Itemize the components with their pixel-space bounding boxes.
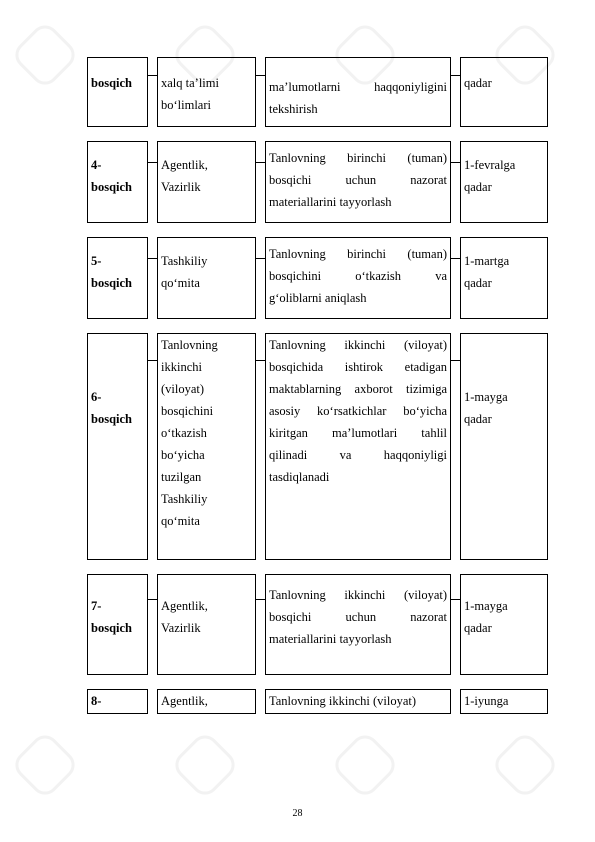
deadline-line: qadar: [464, 621, 492, 635]
cell-action: [265, 574, 451, 675]
executor-line: qo‘mita: [161, 514, 200, 528]
cell-deadline: [460, 237, 548, 319]
executor-line: Agentlik,: [161, 158, 208, 172]
action-line: Tanlovning birinchi (tuman): [269, 247, 447, 261]
cell-executor: [157, 333, 256, 560]
page-number: 28: [292, 808, 303, 819]
watermark-shape: [10, 20, 81, 91]
cell-deadline: [460, 689, 548, 714]
step-line: bosqich: [91, 180, 132, 194]
watermark-shape: [170, 730, 241, 801]
action-line: bosqichi uchun nazorat: [269, 610, 447, 624]
executor-line: Vazirlik: [161, 180, 201, 194]
watermark-shape: [330, 730, 401, 801]
executor-line: bosqichini: [161, 404, 214, 418]
cell-deadline: [460, 57, 548, 127]
cell-executor: [157, 689, 256, 714]
action-line: materiallarini tayyorlash: [269, 632, 392, 646]
executor-line: o‘tkazish: [161, 426, 207, 440]
action-line: tasdiqlanadi: [269, 470, 330, 484]
action-line: Tanlovning ikkinchi (viloyat): [269, 338, 447, 352]
connector-line: [148, 599, 157, 600]
cell-action: [265, 57, 451, 127]
deadline-line: qadar: [464, 276, 492, 290]
deadline-line: 1-fevralga: [464, 158, 516, 172]
action-line: ma’lumotlarni haqqoniyligini: [269, 80, 447, 94]
action-line: maktablarning axborot tizimiga: [269, 382, 447, 396]
cell-deadline: [460, 333, 548, 560]
cell-step: [87, 141, 148, 223]
cell-step: [87, 57, 148, 127]
executor-line: Tashkiliy: [161, 492, 208, 506]
step-line: 7-: [91, 599, 102, 613]
executor-line: bo‘yicha: [161, 448, 205, 462]
connector-line: [256, 258, 265, 259]
executor-line: Tashkiliy: [161, 254, 208, 268]
action-line: bosqichini o‘tkazish va: [269, 269, 447, 283]
deadline-line: 1-martga: [464, 254, 510, 268]
executor-line: Agentlik,: [161, 599, 208, 613]
connector-line: [148, 360, 157, 361]
cell-step: [87, 237, 148, 319]
cell-step: [87, 689, 148, 714]
cell-action: [265, 333, 451, 560]
action-line: Tanlovning ikkinchi (viloyat): [269, 588, 447, 602]
connector-line: [148, 75, 157, 76]
connector-line: [451, 258, 460, 259]
step-line: bosqich: [91, 412, 132, 426]
deadline-line: 1-mayga: [464, 599, 508, 613]
connector-line: [451, 360, 460, 361]
cell-executor: [157, 141, 256, 223]
cell-executor: [157, 574, 256, 675]
action-line: asosiy ko‘rsatkichlar bo‘yicha: [269, 404, 447, 418]
executor-line: bo‘limlari: [161, 98, 211, 112]
cell-deadline: [460, 574, 548, 675]
step-line: bosqich: [91, 76, 132, 90]
executor-line: Vazirlik: [161, 621, 201, 635]
cell-executor: [157, 57, 256, 127]
step-line: 6-: [91, 390, 102, 404]
connector-line: [148, 162, 157, 163]
action-line: g‘oliblarni aniqlash: [269, 291, 367, 305]
connector-line: [256, 360, 265, 361]
action-line: Tanlovning birinchi (tuman): [269, 151, 447, 165]
step-line: bosqich: [91, 621, 132, 635]
action-line: bosqichida ishtirok etadigan: [269, 360, 447, 374]
action-line: qilinadi va haqqoniyligi: [269, 448, 447, 462]
connector-line: [256, 599, 265, 600]
cell-deadline: [460, 141, 548, 223]
watermark-shape: [10, 730, 81, 801]
deadline-line: 1-mayga: [464, 390, 508, 404]
action-line: Tanlovning ikkinchi (viloyat): [269, 694, 417, 708]
deadline-line: qadar: [464, 412, 492, 426]
step-line: 5-: [91, 254, 102, 268]
action-line: bosqichi uchun nazorat: [269, 173, 447, 187]
step-line: 4-: [91, 158, 102, 172]
action-line: kiritgan ma’lumotlari tahlil: [269, 426, 447, 440]
executor-line: (viloyat): [161, 382, 205, 396]
cell-executor: [157, 237, 256, 319]
action-line: materiallarini tayyorlash: [269, 195, 392, 209]
executor-line: tuzilgan: [161, 470, 202, 484]
connector-line: [451, 75, 460, 76]
executor-line: xalq ta’limi: [161, 76, 219, 90]
step-line: bosqich: [91, 276, 132, 290]
step-line: 8-: [91, 694, 102, 708]
executor-line: Tanlovning: [161, 338, 218, 352]
cell-step: [87, 333, 148, 560]
connector-line: [256, 162, 265, 163]
executor-line: ikkinchi: [161, 360, 202, 374]
deadline-line: 1-iyunga: [464, 694, 509, 708]
deadline-line: qadar: [464, 76, 492, 90]
cell-action: [265, 237, 451, 319]
executor-line: qo‘mita: [161, 276, 200, 290]
action-line: tekshirish: [269, 102, 318, 116]
connector-line: [451, 599, 460, 600]
connector-line: [148, 258, 157, 259]
executor-line: Agentlik,: [161, 694, 208, 708]
watermark-shape: [490, 730, 561, 801]
connector-line: [256, 75, 265, 76]
connector-line: [451, 162, 460, 163]
cell-action: [265, 141, 451, 223]
deadline-line: qadar: [464, 180, 492, 194]
cell-action: [265, 689, 451, 714]
cell-step: [87, 574, 148, 675]
